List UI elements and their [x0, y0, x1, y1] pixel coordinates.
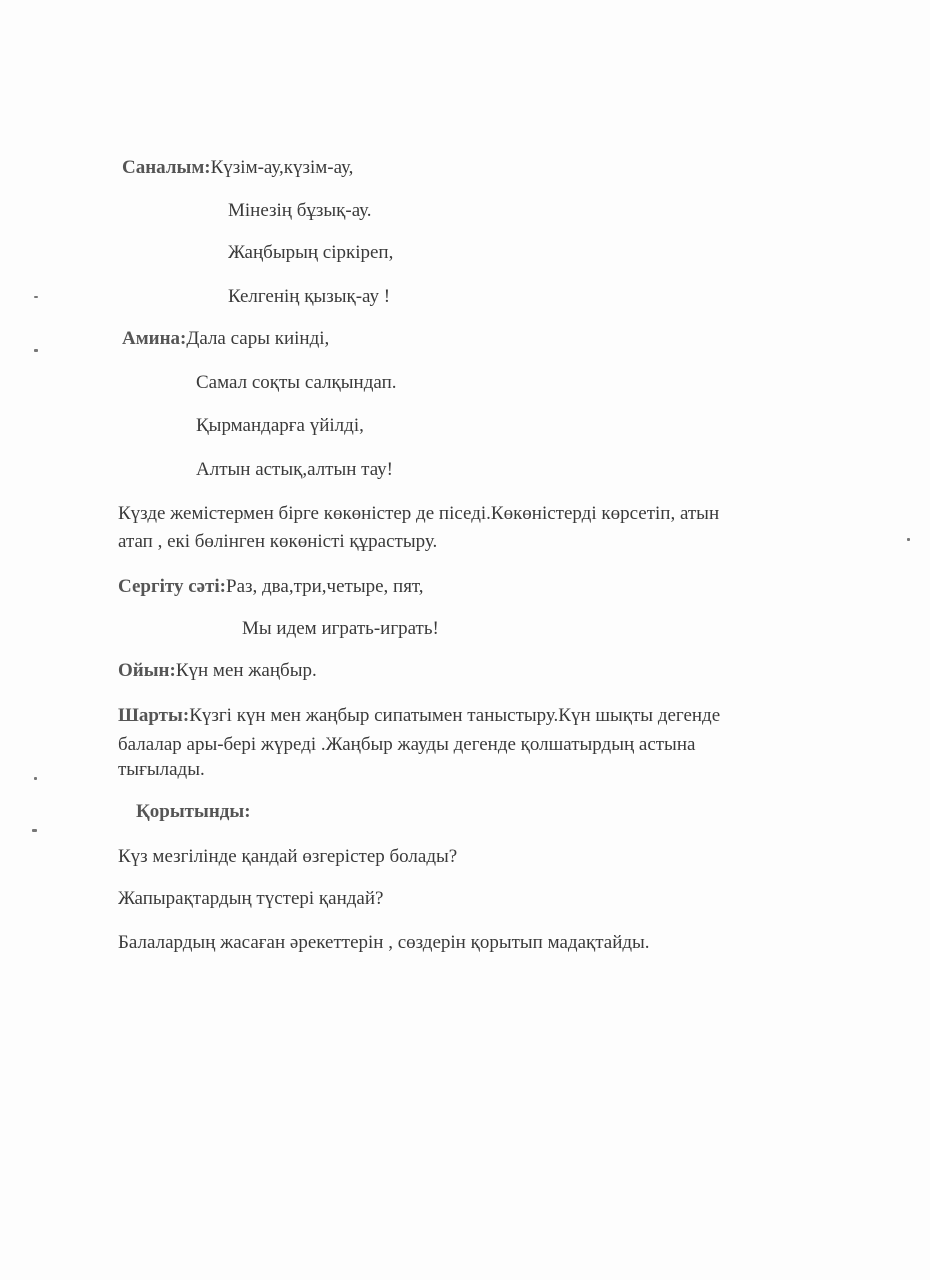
conclusion-heading: Қорытынды:	[136, 801, 251, 822]
game-text: Күн мен жаңбыр.	[175, 660, 317, 681]
rules-line-3: тығылады.	[118, 759, 205, 780]
scan-speck	[32, 829, 37, 832]
vegetables-paragraph-line-1: Күзде жемістермен бірге көкөністер де піседі.Көкөністерді көрсетіп, атын	[118, 503, 720, 524]
verse-text: Дала сары киінді,	[186, 328, 330, 349]
rules-line-2: балалар ары-бері жүреді .Жаңбыр жауды дегенде қолшатырдың астына	[118, 734, 696, 755]
vegetables-paragraph-line-2: атап , екі бөлінген көкөністі құрастыру.	[118, 531, 438, 552]
conclusion-question-1: Күз мезгілінде қандай өзгерістер болады?	[118, 846, 458, 867]
sanalym-verse-line-2: Мінезің бұзық-ау.	[228, 200, 372, 221]
speaker-amina: Амина:	[122, 328, 187, 349]
amina-verse-line-4: Алтын астық,алтын тау!	[196, 459, 394, 480]
exercise-line-1	[118, 575, 424, 599]
amina-verse-line-1	[122, 327, 329, 351]
game-line	[118, 659, 317, 683]
amina-verse-line-3: Қырмандарға үйілді,	[196, 415, 364, 436]
conclusion-question-3: Балалардың жасаған әрекеттерін , сөздерін қорытып мадақтайды.	[118, 932, 650, 953]
amina-verse-line-2: Самал соқты салқындап.	[196, 372, 397, 393]
scan-speck	[34, 777, 37, 780]
sanalym-verse-line-1	[122, 156, 353, 180]
exercise-label: Сергіту сәті:	[118, 576, 226, 597]
sanalym-verse-line-4: Келгенің қызық-ау !	[228, 286, 391, 307]
game-label: Ойын:	[118, 660, 176, 681]
scan-speck	[34, 296, 38, 298]
scan-speck	[34, 349, 38, 352]
rules-text: Күзгі күн мен жаңбыр сипатымен таныстыру.Күн шықты дегенде	[189, 705, 721, 726]
conclusion-question-2: Жапырақтардың түстері қандай?	[118, 888, 384, 909]
scan-speck	[907, 538, 910, 541]
sanalym-verse-line-3: Жаңбырың сіркіреп,	[228, 242, 394, 263]
exercise-line-2: Мы идем играть-играть!	[242, 618, 439, 639]
verse-text: Күзім-ау,күзім-ау,	[210, 157, 354, 178]
speaker-sanalym: Саналым:	[122, 157, 211, 178]
rules-label: Шарты:	[118, 705, 190, 726]
rules-line-1	[118, 704, 720, 728]
exercise-text: Раз, два,три,четыре, пят,	[226, 576, 424, 597]
